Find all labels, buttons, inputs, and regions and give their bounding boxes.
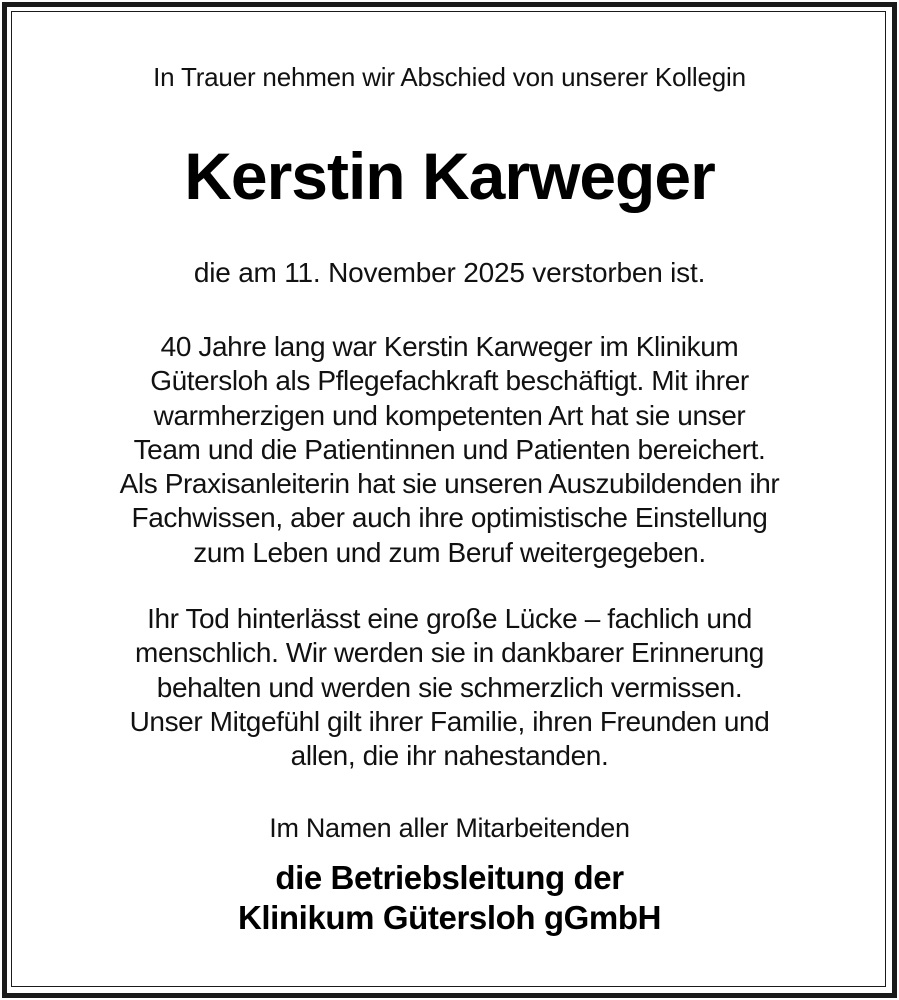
text-line: allen, die ihr nahestanden.: [290, 740, 609, 772]
deceased-name: Kerstin Karweger: [184, 139, 715, 213]
intro-line: In Trauer nehmen wir Abschied von unserer Kollegin: [153, 62, 746, 92]
text-line: warmherzigen und kompetenten Art hat sie unser: [153, 399, 746, 431]
text-line: behalten und werden sie schmerzlich vermissen.: [156, 671, 743, 703]
text-line: Ihr Tod hinterlässt eine große Lücke – fachlich und: [147, 603, 752, 634]
text-line: Als Praxisanleiterin hat sie unseren Auszubildenden ihr: [119, 468, 780, 500]
text-line: Team und die Patientinnen und Patienten bereichert.: [133, 433, 766, 465]
signature-line: die Betriebsleitung der: [275, 859, 624, 896]
signature-block: [40, 858, 859, 938]
signature-intro: Im Namen aller Mitarbeitenden: [269, 813, 630, 843]
text-line: zum Leben und zum Beruf weitergegeben.: [193, 536, 706, 568]
text-line: Gütersloh als Pflegefachkraft beschäftigt. Mit ihrer: [150, 365, 749, 397]
signature-line: Klinikum Gütersloh gGmbH: [237, 899, 662, 936]
condolence-paragraph: [40, 602, 859, 773]
death-date-line: die am 11. November 2025 verstorben ist.: [193, 257, 706, 288]
text-line: menschlich. Wir werden sie in dankbarer Erinnerung: [135, 637, 764, 669]
text-line: Fachwissen, aber auch ihre optimistische Einstellung: [131, 502, 768, 534]
text-line: Unser Mitgefühl gilt ihrer Familie, ihren Freunden und: [129, 705, 770, 737]
text-line: 40 Jahre lang war Kerstin Karweger im Klinikum: [160, 331, 739, 362]
tribute-paragraph: [40, 330, 859, 570]
